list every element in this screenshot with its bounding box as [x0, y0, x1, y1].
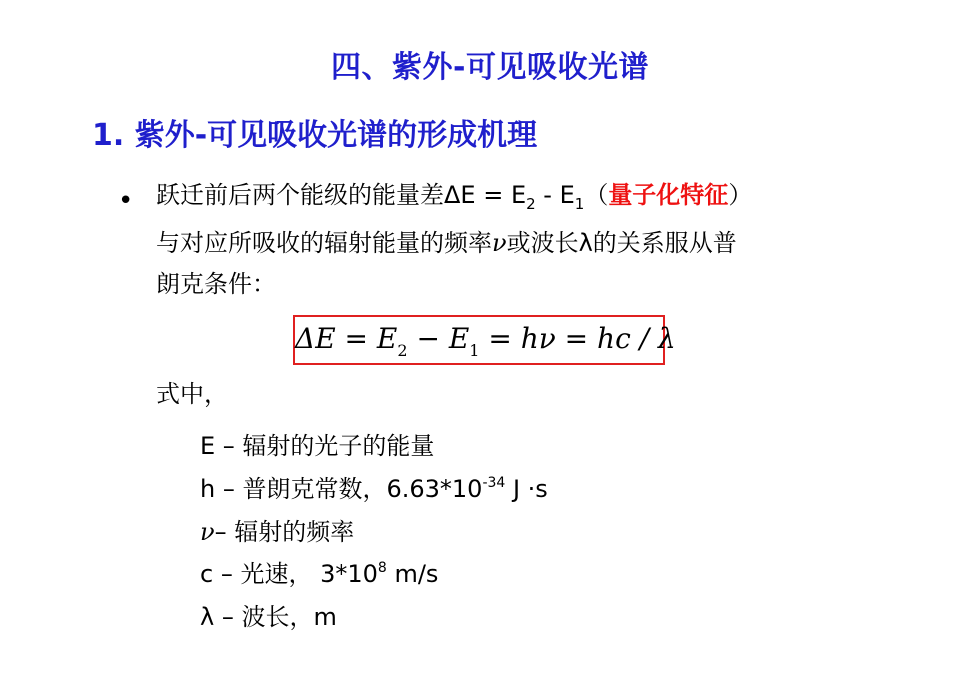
- bullet-icon: •: [118, 186, 134, 216]
- definition-wavelength: λ – 波长，m: [200, 603, 337, 631]
- definition-light-speed: [200, 554, 438, 589]
- frequency-text: – 辐射的频率: [214, 518, 355, 546]
- planck-exponent: -34: [482, 475, 506, 491]
- close-paren: ）: [728, 181, 753, 209]
- slide-title: 四、紫外-可见吸收光谱: [331, 50, 649, 85]
- paragraph-line-2-text: 与对应所吸收的辐射能量的频率: [156, 229, 492, 257]
- light-speed-exponent: 8: [377, 560, 387, 576]
- paragraph-line-3: 朗克条件：: [156, 270, 276, 298]
- light-speed-text: c – 光速， 3*10: [200, 560, 378, 588]
- formula-part-1: ΔE = E: [295, 322, 398, 355]
- frequency-symbol: ν: [200, 518, 215, 546]
- formula-part-3: = hν = hc / λ: [479, 322, 676, 355]
- subscript-1: 1: [574, 195, 585, 213]
- paragraph-line-2: [156, 231, 737, 255]
- definition-energy: E – 辐射的光子的能量: [200, 432, 435, 460]
- highlight-quantization: 量子化特征: [608, 181, 729, 209]
- paragraph-line-2-rest: 或波长λ的关系服从普: [506, 229, 737, 257]
- subscript-2: 2: [526, 195, 536, 213]
- formula-sub-2: 2: [397, 341, 408, 360]
- paragraph-line-1-mid: - E: [535, 181, 575, 209]
- planck-unit: J ·s: [505, 475, 548, 503]
- formula-sub-1: 1: [469, 341, 480, 360]
- definition-frequency: [200, 512, 354, 547]
- definition-planck-constant: [200, 469, 548, 504]
- light-speed-unit: m/s: [386, 560, 439, 588]
- open-paren: （: [584, 181, 609, 209]
- definitions-intro: 式中，: [156, 380, 228, 408]
- planck-formula-box: [293, 315, 676, 365]
- formula-part-2: − E: [407, 322, 470, 355]
- paragraph-line-1: [156, 181, 753, 213]
- paragraph-line-1-prefix: 跃迁前后两个能级的能量差ΔE = E: [156, 181, 527, 209]
- section-heading: 1. 紫外-可见吸收光谱的形成机理: [92, 118, 538, 153]
- planck-text: h – 普朗克常数，6.63*10: [200, 475, 483, 503]
- nu-symbol: ν: [492, 229, 507, 257]
